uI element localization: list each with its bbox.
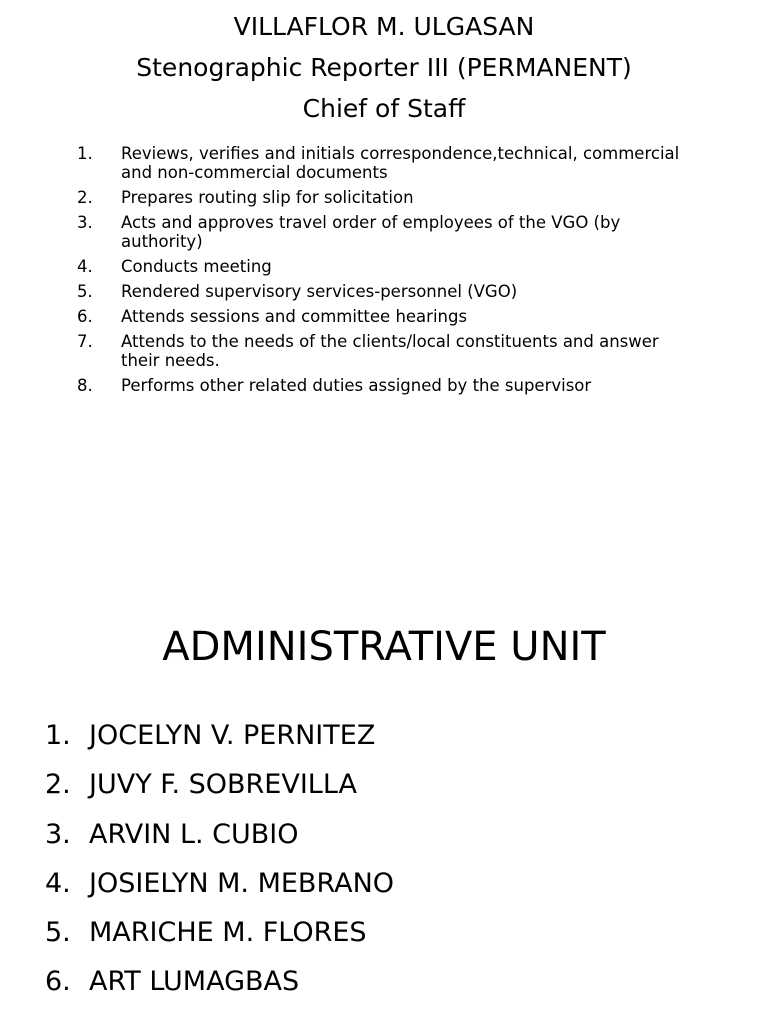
list-item-number: 6. [77, 307, 93, 326]
list-item-number: 1. [77, 144, 93, 163]
list-item-number: 2. [77, 188, 93, 207]
slide-administrative-unit [0, 512, 768, 1024]
member-name: MARICHE M. FLORES [89, 917, 367, 949]
list-item-text: Prepares routing slip for solicitation [121, 188, 414, 207]
duties-list [0, 144, 768, 401]
list-item [0, 760, 768, 809]
list-item [0, 711, 768, 760]
list-item-number: 4. [77, 257, 93, 276]
list-item-text: Performs other related duties assigned by the supervisor [121, 376, 592, 395]
list-item-text: Reviews, verifies and initials correspondence,technical, commercial and non-commercial documents [121, 144, 680, 182]
list-item-number: 3. [45, 818, 71, 850]
list-item [0, 908, 768, 957]
member-name: ART LUMAGBAS [89, 966, 300, 998]
list-item [0, 188, 701, 207]
unit-title: ADMINISTRATIVE UNIT [162, 624, 606, 670]
list-item-text: Rendered supervisory services-personnel (VGO) [121, 282, 518, 301]
list-item [0, 810, 768, 859]
list-item-number: 5. [77, 282, 93, 301]
members-list [0, 711, 768, 1007]
list-item-number: 7. [77, 332, 93, 351]
list-item-number: 3. [77, 213, 93, 232]
list-item [0, 957, 768, 1006]
list-item [0, 376, 701, 395]
list-item-number: 8. [77, 376, 93, 395]
list-item-number: 5. [45, 917, 71, 949]
list-item [0, 282, 701, 301]
list-item-number: 4. [45, 867, 71, 899]
list-item [0, 213, 701, 251]
list-item [0, 144, 701, 182]
list-item-number: 2. [45, 769, 71, 801]
member-name: JUVY F. SOBREVILLA [89, 769, 357, 801]
list-item [0, 307, 701, 326]
person-position: Stenographic Reporter III (PERMANENT) [136, 53, 632, 82]
list-item-text: Conducts meeting [121, 257, 272, 276]
list-item-text: Acts and approves travel order of employees of the VGO (by authority) [121, 213, 621, 251]
member-name: ARVIN L. CUBIO [89, 818, 299, 850]
slide-header [0, 6, 768, 129]
person-name: VILLAFLOR M. ULGASAN [233, 12, 535, 41]
person-role: Chief of Staff [302, 94, 466, 123]
list-item [0, 257, 701, 276]
list-item-text: Attends sessions and committee hearings [121, 307, 468, 326]
member-name: JOSIELYN M. MEBRANO [89, 867, 395, 899]
list-item [0, 859, 768, 908]
member-name: JOCELYN V. PERNITEZ [89, 720, 376, 751]
list-item-number: 1. [45, 720, 71, 751]
list-item-text: Attends to the needs of the clients/local constituents and answer their needs. [121, 332, 659, 370]
list-item-number: 6. [45, 966, 71, 998]
list-item [0, 332, 701, 370]
